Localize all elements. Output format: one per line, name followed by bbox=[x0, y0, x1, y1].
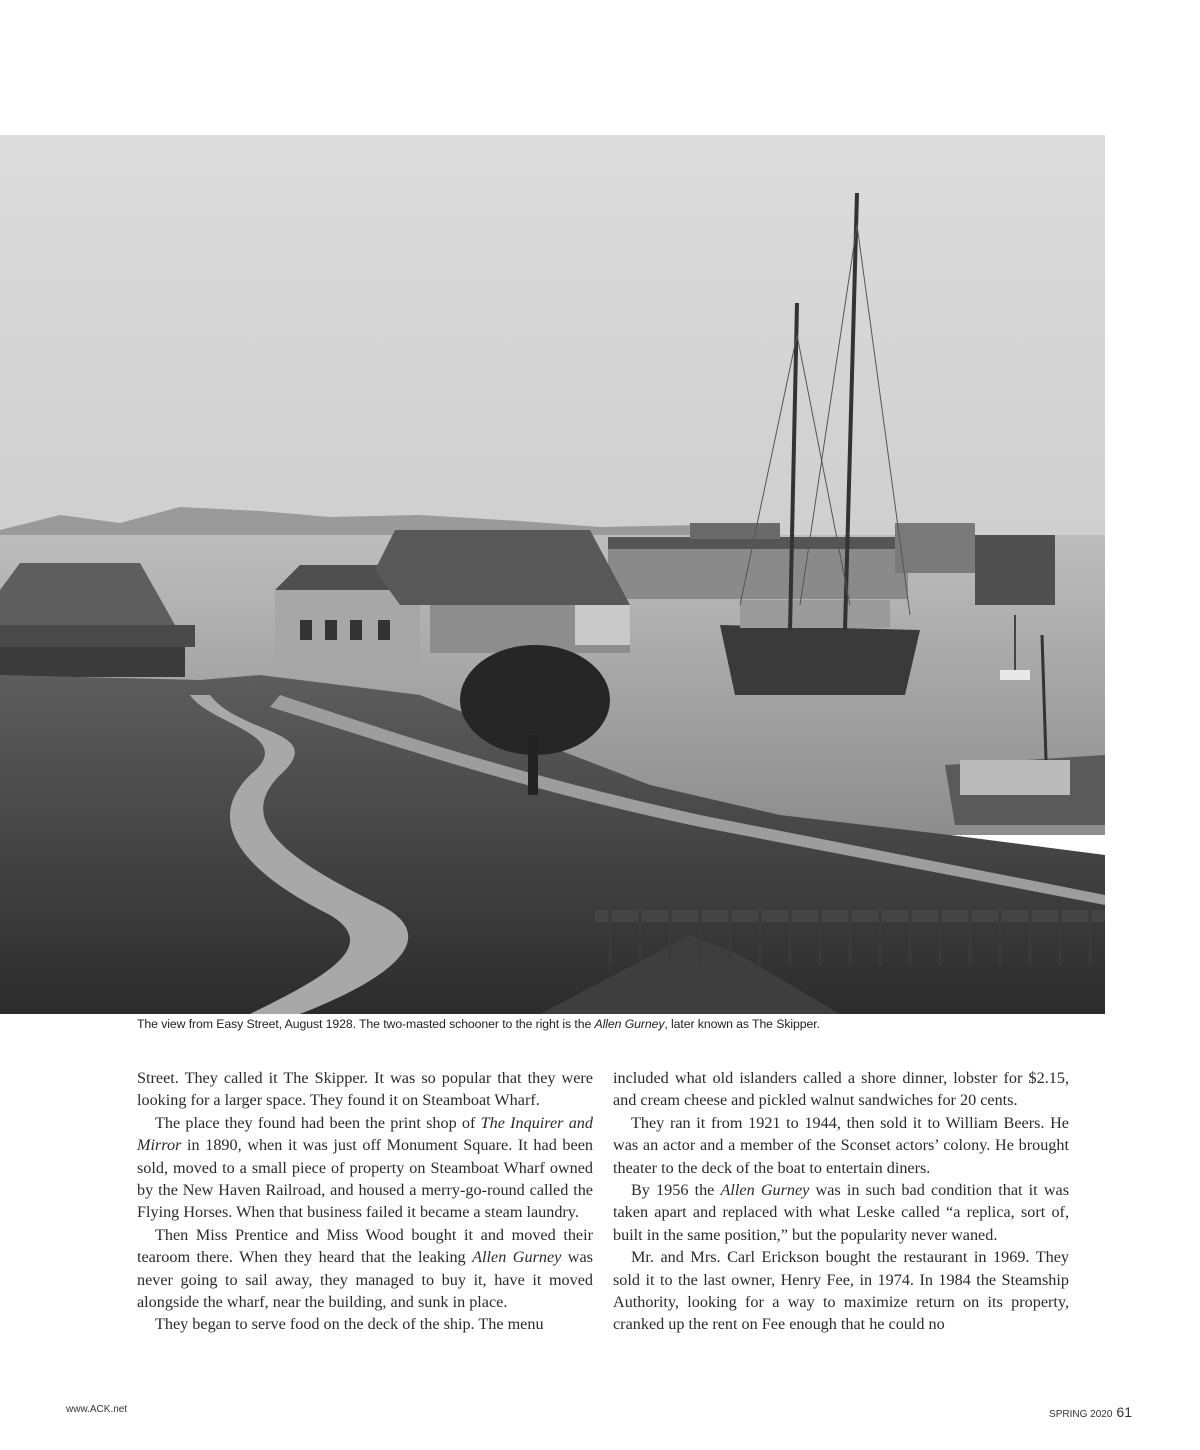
paragraph: included what old islanders called a shore dinner, lobster for $2.15, and cream cheese and pickled walnut sandwiches for 20 cents. bbox=[613, 1069, 1069, 1110]
paragraph: Mr. and Mrs. Carl Erickson bought the restaurant in 1969. They sold it to the last owner, Henry Fee, in 1974. In 1984 the Steamship Authority, looking for a way to maximize return on its property, cranked up the rent on Fee enough that he could no bbox=[613, 1248, 1069, 1334]
laundry-roof bbox=[375, 530, 630, 605]
tugboat bbox=[975, 535, 1055, 605]
article-column-left bbox=[137, 1067, 593, 1336]
article-column-right bbox=[613, 1067, 1069, 1336]
ship-name: Allen Gurney bbox=[720, 1181, 810, 1200]
footer-folio bbox=[1049, 1404, 1132, 1420]
caption-text: The view from Easy Street, August 1928. The two-masted schooner to the right is the bbox=[137, 1017, 595, 1031]
paragraph: Then Miss Prentice and Miss Wood bought it and moved their tearoom there. When they heard that the leaking Allen Gurney was never going to sail away, they managed to buy it, have it moved alongside the wharf, near the building, and sunk in place. bbox=[137, 1225, 593, 1312]
sky bbox=[0, 135, 1105, 535]
footer-website[interactable]: www.ACK.net bbox=[66, 1404, 128, 1415]
newspaper-title: The Inquirer and Mirror bbox=[137, 1113, 593, 1155]
photo-caption bbox=[137, 1017, 1097, 1031]
paragraph: The place they found had been the print shop of The Inquirer and Mirror in 1890, when it was just off Monument Square. It had been sold, moved to a small piece of property on Steamboat Wharf owned by the New Haven Railroad, and housed a merry-go-round called the Flying Horses. When that business failed it became a steam laundry. bbox=[137, 1113, 593, 1222]
paragraph: By 1956 the Allen Gurney was in such bad condition that it was taken apart and replaced with what Leske called “a replica, sort of, built in the same position,” but the popularity never waned. bbox=[613, 1181, 1069, 1244]
paragraph: They ran it from 1921 to 1944, then sold it to William Beers. He was an actor and a member of the Sconset actors’ colony. He brought theater to the deck of the boat to entertain diners. bbox=[613, 1113, 1069, 1177]
paragraph: Street. They called it The Skipper. It was so popular that they were looking for a larger space. They found it on Steamboat Wharf. bbox=[137, 1069, 593, 1110]
page-number: 61 bbox=[1116, 1404, 1132, 1420]
harbor-photograph bbox=[0, 135, 1105, 1014]
ship-name: Allen Gurney bbox=[472, 1248, 562, 1267]
schooner-hull bbox=[720, 625, 920, 695]
caption-ship-name: Allen Gurney bbox=[594, 1017, 665, 1031]
caption-text-end: , later known as The Skipper. bbox=[664, 1017, 820, 1031]
issue-label: SPRING 2020 bbox=[1049, 1409, 1113, 1420]
paragraph: They began to serve food on the deck of the ship. The menu bbox=[155, 1315, 544, 1334]
